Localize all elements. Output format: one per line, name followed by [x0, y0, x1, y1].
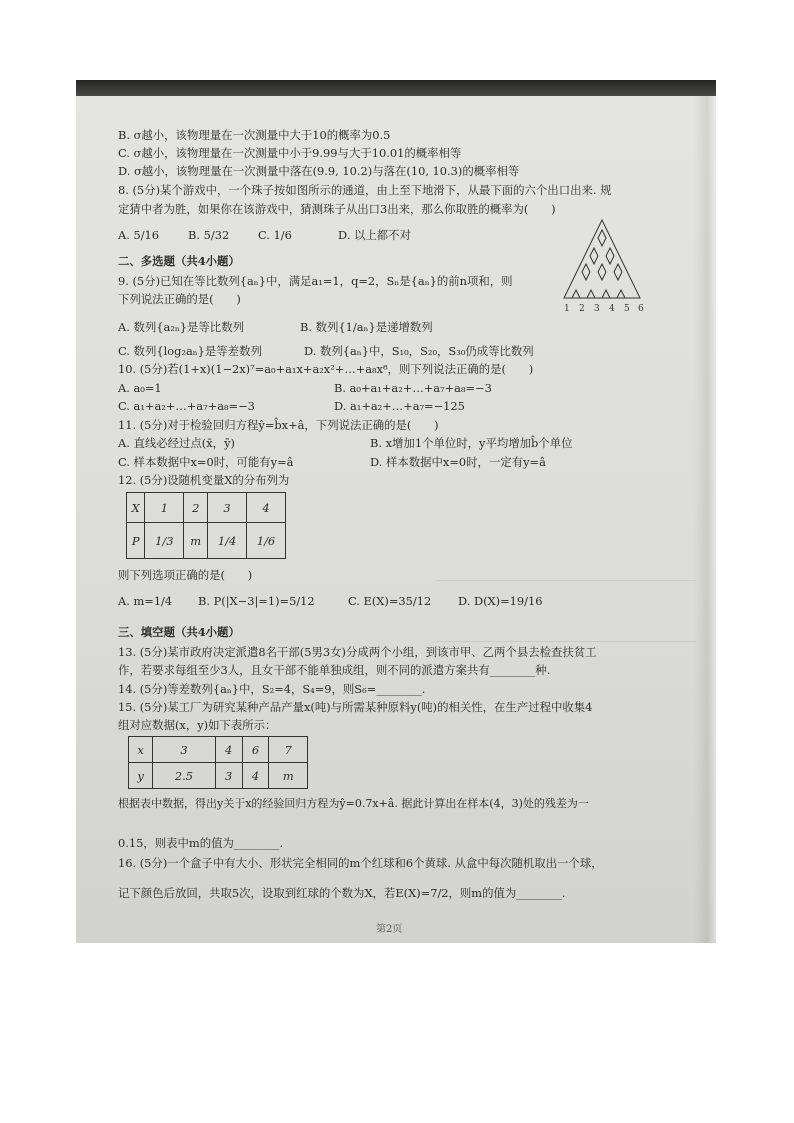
question-13-line1: 13. (5分)某市政府决定派遣8名干部(5男3女)分成两个小组，到该市甲、乙两个县去检查扶贫工 [118, 645, 597, 659]
page-fold-shadow [694, 96, 716, 943]
exit-label: 1 [564, 304, 570, 314]
question-10-line1: 10. (5分)若(1+x)(1−2x)⁷=a₀+a₁x+a₂x²+…+a₈x⁸，则下列说法正确的是( ) [118, 362, 534, 376]
q11-option-b: B. x增加1个单位时，y平均增加b̂个单位 [370, 436, 573, 450]
q9-option-d: D. 数列{aₙ}中，S₁₀，S₂₀，S₃₀仍成等比数列 [304, 344, 534, 358]
q9-option-c: C. 数列{log₂aₙ}是等差数列 [118, 344, 262, 358]
table12-cell: 1 [145, 493, 184, 523]
question-15-line2: 组对应数据(x，y)如下表所示： [118, 718, 277, 732]
line-7d: D. σ越小，该物理量在一次测量中落在(9.9, 10.2)与落在(10, 10.3)的概率相等 [118, 164, 520, 178]
data-table-15 [128, 736, 308, 789]
question-16-line1: 16. (5分)一个盒子中有大小、形状完全相同的m个红球和6个黄球. 从盒中每次随机取出一个球， [118, 856, 603, 870]
q12-option-c: C. E(X)=35/12 [348, 594, 432, 608]
question-16-line2: 记下颜色后放回，共取5次，设取到红球的个数为X，若E(X)=7/2，则m的值为________. [118, 886, 566, 900]
exit-label: 3 [594, 304, 600, 314]
question-9-line1: 9. (5分)已知在等比数列{aₙ}中，满足a₁=1，q=2，Sₙ是{aₙ}的前n项和，则 [118, 274, 513, 288]
q8-option-b: B. 5/32 [188, 228, 230, 242]
q12-option-a: A. m=1/4 [118, 594, 173, 608]
q10-option-d: D. a₁+a₂+…+a₇=−125 [334, 399, 465, 413]
diamond [598, 230, 606, 246]
section-fill-in-heading: 三、填空题（共4小题） [118, 625, 240, 639]
exit-label: 4 [609, 304, 615, 314]
question-15-line4: 0.15，则表中m的值为________. [118, 836, 284, 850]
table12-cell: X [127, 493, 145, 523]
q11-option-d: D. 样本数据中x=0时，一定有y=â [370, 455, 546, 469]
question-12-line2: 则下列选项正确的是( ) [118, 568, 253, 582]
diamond [614, 264, 622, 280]
table12-cell: 1/3 [145, 523, 184, 559]
table12-cell: 1/4 [208, 523, 247, 559]
table15-cell: 3 [215, 763, 242, 789]
q9-option-a: A. 数列{a₂ₙ}是等比数列 [118, 320, 244, 334]
diamond [598, 264, 606, 280]
table15-cell: m [269, 763, 308, 789]
question-13-line2: 作，若要求每组至少3人，且女干部不能单独成组，则不同的派遣方案共有________种. [118, 663, 551, 677]
question-8-line1: 8. (5分)某个游戏中，一个珠子按如图所示的通道，由上至下地滑下，从最下面的六个出口出来. 规 [118, 183, 612, 197]
diamond [590, 248, 598, 264]
triangle-mark [617, 290, 625, 298]
q12-option-b: B. P(|X−3|=1)=5/12 [198, 594, 315, 608]
table12-cell: 1/6 [247, 523, 286, 559]
distribution-table-12 [126, 492, 286, 559]
triangle-outline [564, 220, 640, 298]
q9-option-b: B. 数列{1/aₙ}是递增数列 [300, 320, 433, 334]
table12-cell: P [127, 523, 145, 559]
triangle-mark [587, 290, 595, 298]
q10-option-a: A. a₀=1 [118, 381, 162, 395]
q8-option-d: D. 以上都不对 [338, 228, 411, 242]
q8-option-a: A. 5/16 [118, 228, 160, 242]
question-9-line2: 下列说法正确的是( ) [118, 292, 241, 306]
table15-cell: x [129, 737, 153, 763]
table15-cell: y [129, 763, 153, 789]
q8-option-c: C. 1/6 [258, 228, 292, 242]
diamond [606, 248, 614, 264]
page-number: 第2页 [376, 924, 403, 935]
table15-cell: 4 [215, 737, 242, 763]
question-14: 14. (5分)等差数列{aₙ}中，S₂=4，S₄=9，则S₆=________. [118, 682, 426, 696]
q11-option-c: C. 样本数据中x=0时，可能有y=â [118, 455, 294, 469]
q10-option-c: C. a₁+a₂+…+a₇+a₈=−3 [118, 399, 255, 413]
document-photo [76, 80, 716, 943]
triangle-mark [572, 290, 580, 298]
bleed-through-table [436, 580, 696, 642]
table12-cell: m [184, 523, 208, 559]
table12-cell: 2 [184, 493, 208, 523]
table12-cell: 3 [208, 493, 247, 523]
table15-cell: 7 [269, 737, 308, 763]
table15-cell: 2.5 [153, 763, 215, 789]
question-15-line3: 根据表中数据，得出y关于x的经验回归方程为ŷ=0.7x+â. 据此计算出在样本(4，3)处的残差为一 [118, 797, 589, 810]
line-7b: B. σ越小，该物理量在一次测量中大于10的概率为0.5 [118, 128, 391, 142]
triangle-mark [602, 290, 610, 298]
exit-label: 5 [624, 304, 630, 314]
table15-cell: 3 [153, 737, 215, 763]
exit-label: 2 [579, 304, 585, 314]
question-15-line1: 15. (5分)某工厂为研究某种产品产量x(吨)与所需某种原料y(吨)的相关性，在生产过程中收集4 [118, 700, 593, 714]
exit-label: 6 [638, 304, 644, 314]
photo-dark-edge [76, 80, 716, 96]
table15-cell: 4 [242, 763, 269, 789]
bead-channel-figure [558, 214, 658, 314]
table12-cell: 4 [247, 493, 286, 523]
q11-option-a: A. 直线必经过点(x̄，ȳ) [118, 436, 235, 450]
question-8-line2: 定猜中者为胜，如果你在该游戏中，猜测珠子从出口3出来，那么你取胜的概率为( ) [118, 202, 556, 216]
table15-cell: 6 [242, 737, 269, 763]
question-11-line1: 11. (5分)对于检验回归方程ŷ=b̂x+â，下列说法正确的是( ) [118, 418, 439, 432]
outer-triangle [564, 220, 640, 298]
question-12-line1: 12. (5分)设随机变量X的分布列为 [118, 473, 290, 487]
line-7c: C. σ越小，该物理量在一次测量中小于9.99与大于10.01的概率相等 [118, 146, 462, 160]
q12-option-d: D. D(X)=19/16 [458, 594, 543, 608]
diamond [582, 264, 590, 280]
q10-option-b: B. a₀+a₁+a₂+…+a₇+a₈=−3 [334, 381, 492, 395]
section-multiple-choice-heading: 二、多选题（共4小题） [118, 254, 240, 268]
